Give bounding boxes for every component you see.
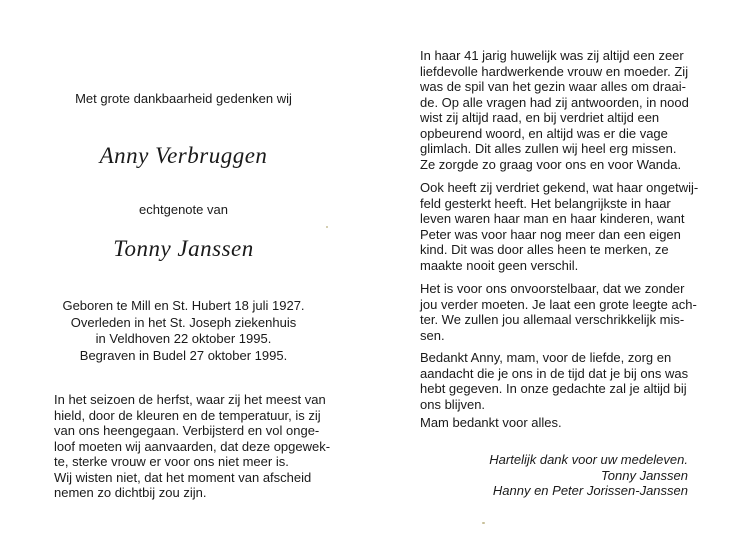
text-line: In het seizoen de herfst, waar zij het meest van — [54, 392, 326, 407]
text-line: was de spil van het gezin waar alles om draai- — [420, 79, 686, 94]
right-page — [367, 0, 735, 535]
date-line: Overleden in het St. Joseph ziekenhuis — [70, 314, 297, 330]
text-line: aandacht die je ons in de tijd dat je bij ons was — [420, 365, 689, 381]
paragraph-marriage — [420, 48, 720, 172]
left-page — [0, 0, 367, 535]
text-line: liefdevolle hardwerkende vrouw en moeder. Zij — [420, 63, 689, 79]
thanks-line: Hartelijk dank voor uw medeleven. — [489, 452, 688, 467]
text-line: kind. Dit was door alles heen te merken, ze — [420, 242, 669, 257]
text-line: de. Op alle vragen had zij antwoorden, in nood — [420, 94, 689, 110]
text-line: Ook heeft zij verdriet gekend, wat haar ongetwij- — [420, 180, 699, 195]
life-dates — [0, 298, 367, 364]
text-line: nemen zo dichtbij zou zijn. — [54, 485, 207, 500]
signature-line: Hanny en Peter Jorissen-Janssen — [492, 483, 688, 498]
paragraph-closing — [420, 415, 720, 431]
text-line: glimlach. Dit alles zullen wij heel erg missen. — [420, 141, 677, 156]
text-line: Mam bedankt voor alles. — [420, 415, 562, 430]
text-line: Wij wisten niet, dat het moment van afscheid — [54, 469, 312, 485]
text-line: opbeurend woord, en altijd was er die vage — [420, 125, 668, 141]
text-line: hebt gegeven. In onze gedachte zal je altijd bij — [420, 381, 687, 396]
spouse-label: echtgenote van — [139, 202, 228, 217]
date-line: in Veldhoven 22 oktober 1995. — [95, 331, 272, 346]
signature-line: Tonny Janssen — [601, 467, 688, 483]
text-line: Ze zorgde zo graag voor ons en voor Wanda. — [420, 156, 682, 172]
date-line: Geboren te Mill en St. Hubert 18 juli 1927. — [62, 298, 305, 313]
spouse-name: Tonny Janssen — [113, 236, 254, 261]
text-line: feld gesterkt heeft. Het belangrijkste in haar — [420, 195, 671, 211]
acknowledgement — [489, 452, 688, 499]
text-line: Bedankt Anny, mam, voor de liefde, zorg en — [420, 350, 672, 365]
text-line: te, sterke vrouw er voor ons niet meer is. — [54, 454, 289, 469]
text-line: In haar 41 jarig huwelijk was zij altijd een zeer — [420, 48, 684, 63]
paragraph-loss — [420, 281, 720, 343]
text-line: ons blijven. — [420, 396, 486, 412]
text-line: hield, door de kleuren en de temperatuur, is zij — [54, 407, 321, 423]
text-line: ter. We zullen jou allemaal verschrikkelijk mis- — [420, 312, 685, 327]
deceased-name: Anny Verbruggen — [99, 143, 268, 168]
text-line: Het is voor ons onvoorstelbaar, dat we zonder — [420, 281, 685, 296]
intro-text: Met grote dankbaarheid gedenken wij — [75, 91, 292, 106]
paragraph-sorrow — [420, 180, 720, 273]
paragraph-thanks-anny — [420, 350, 720, 412]
text-line: maakte nooit geen verschil. — [420, 257, 579, 273]
text-line: van ons heengegaan. Verbijsterd en vol onge- — [54, 423, 320, 438]
text-line: sen. — [420, 327, 445, 343]
date-line: Begraven in Budel 27 oktober 1995. — [79, 347, 288, 363]
text-line: Peter was voor haar nog meer dan een eigen — [420, 226, 681, 242]
text-line: leven waren haar man en haar kinderen, want — [420, 211, 685, 226]
text-line: wist zij altijd raad, en bij verdriet altijd een — [420, 110, 660, 125]
paper-speck — [326, 226, 328, 228]
memorial-text — [54, 392, 354, 501]
text-line: jou verder moeten. Je laat een grote leegte ach- — [420, 296, 697, 312]
text-line: loof moeten wij aanvaarden, dat deze opgewek- — [54, 438, 331, 454]
